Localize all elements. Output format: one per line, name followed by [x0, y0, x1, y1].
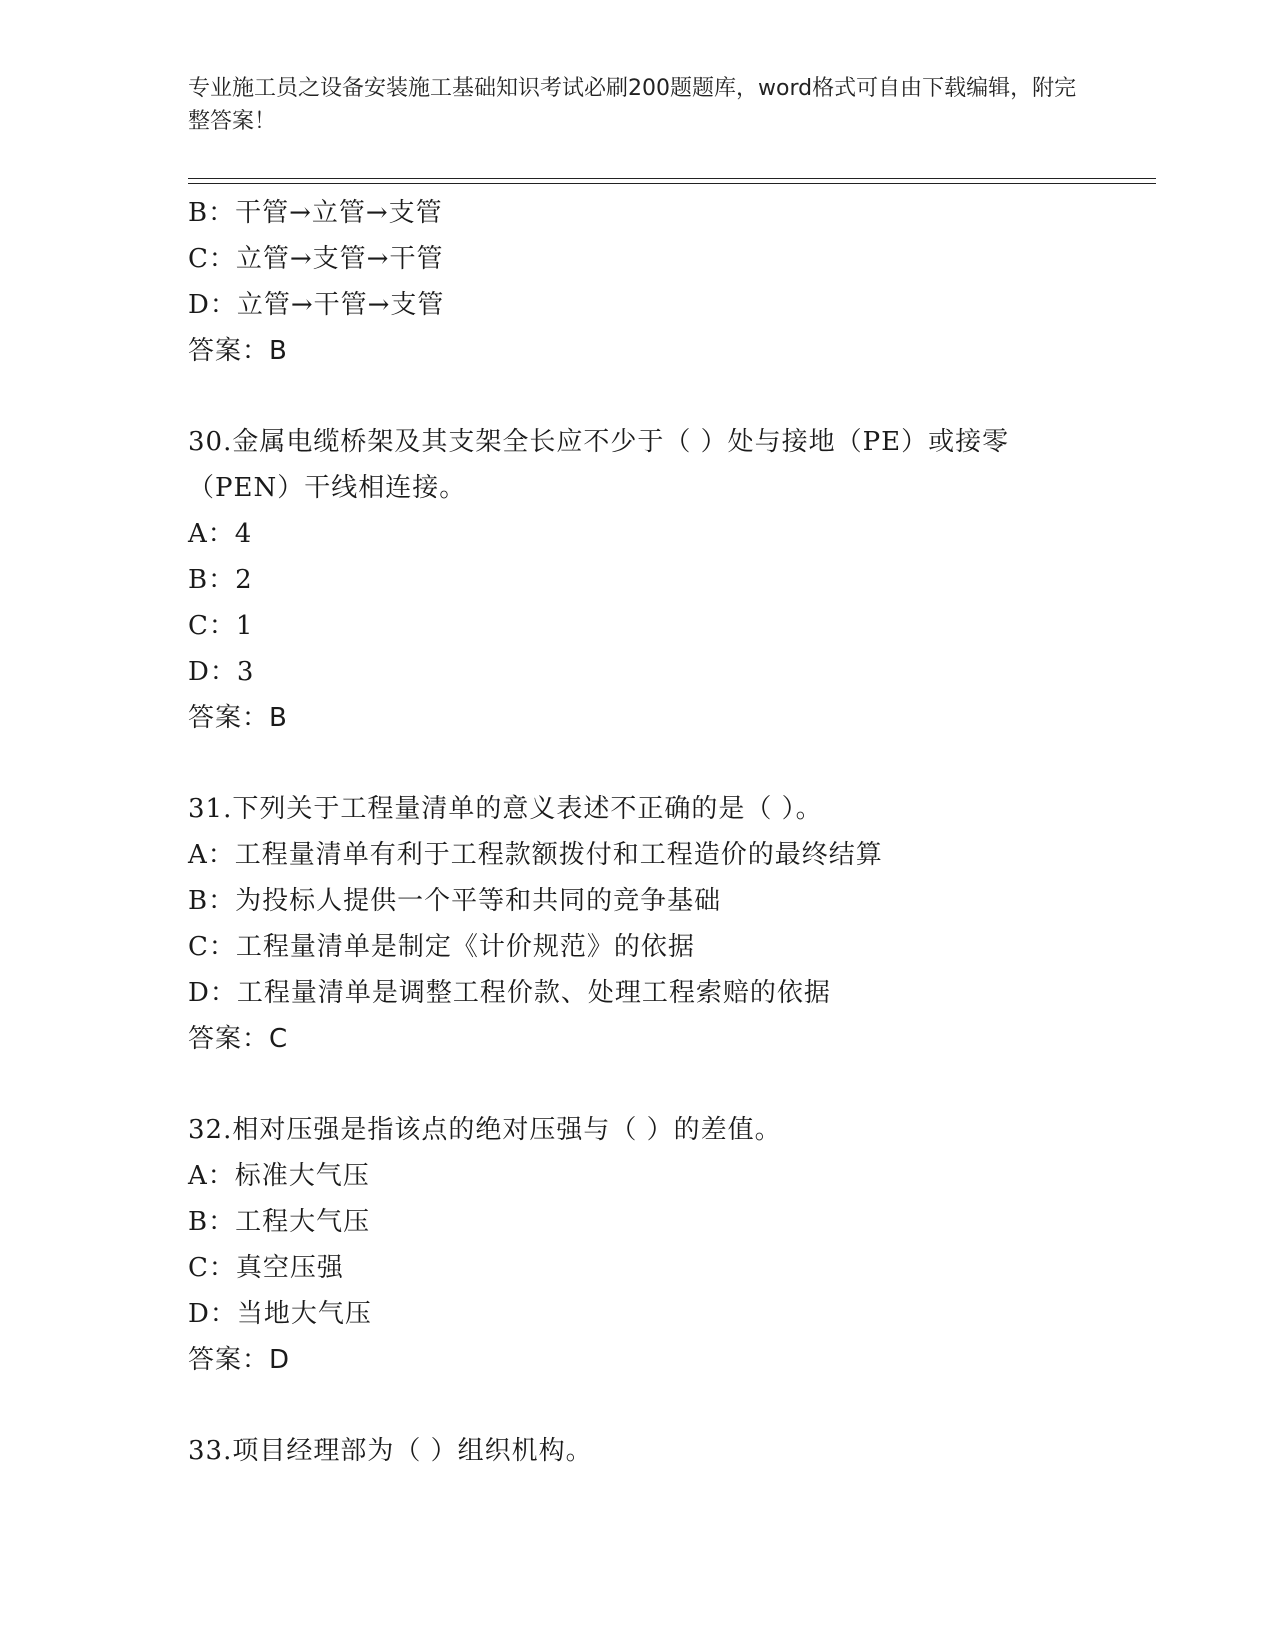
question-31	[188, 786, 1128, 1062]
option-c: C：工程量清单是制定《计价规范》的依据	[188, 932, 695, 962]
spacer	[188, 374, 1128, 419]
spacer	[188, 1062, 1128, 1107]
document-title: 专业施工员之设备安装施工基础知识考试必刷200题题库，word格式可自由下载编辑，附完整答案！	[188, 76, 1077, 134]
question-stem: 30.金属电缆桥架及其支架全长应不少于（ ）处与接地（PE）或接零（PEN）干线相连接。	[188, 427, 1010, 503]
spacer	[188, 741, 1128, 786]
option-a: A：标准大气压	[188, 1161, 370, 1191]
question-33	[188, 1428, 1128, 1474]
question-stem: 33.项目经理部为（ ）组织机构。	[188, 1436, 593, 1466]
option-b: B：干管→立管→支管	[188, 198, 443, 228]
option-d: D：3	[188, 657, 255, 687]
question-29-continued	[188, 190, 1128, 374]
option-d: D：立管→干管→支管	[188, 290, 445, 320]
option-b: B：工程大气压	[188, 1207, 371, 1237]
question-32	[188, 1107, 1128, 1383]
question-stem: 31.下列关于工程量清单的意义表述不正确的是（ ）。	[188, 794, 823, 824]
question-30	[188, 419, 1128, 741]
answer-line: 答案：D	[188, 1345, 291, 1375]
option-a: A：4	[188, 519, 253, 549]
question-stem: 32.相对压强是指该点的绝对压强与（ ）的差值。	[188, 1115, 782, 1145]
document-body	[188, 190, 1128, 1474]
option-b: B：为投标人提供一个平等和共同的竞争基础	[188, 886, 722, 916]
document-header	[188, 72, 1088, 138]
option-b: B：2	[188, 565, 253, 595]
header-rule-bottom	[188, 183, 1156, 184]
answer-line: 答案：B	[188, 703, 288, 733]
option-d: D：当地大气压	[188, 1299, 372, 1329]
option-c: C：真空压强	[188, 1253, 344, 1283]
answer-line: 答案：B	[188, 336, 288, 366]
option-d: D：工程量清单是调整工程价款、处理工程索赔的依据	[188, 978, 831, 1008]
spacer	[188, 1383, 1128, 1428]
header-rule-top	[188, 178, 1156, 179]
option-a: A：工程量清单有利于工程款额拨付和工程造价的最终结算	[188, 840, 883, 870]
option-c: C：1	[188, 611, 254, 641]
option-c: C：立管→支管→干管	[188, 244, 444, 274]
answer-line: 答案：C	[188, 1024, 289, 1054]
